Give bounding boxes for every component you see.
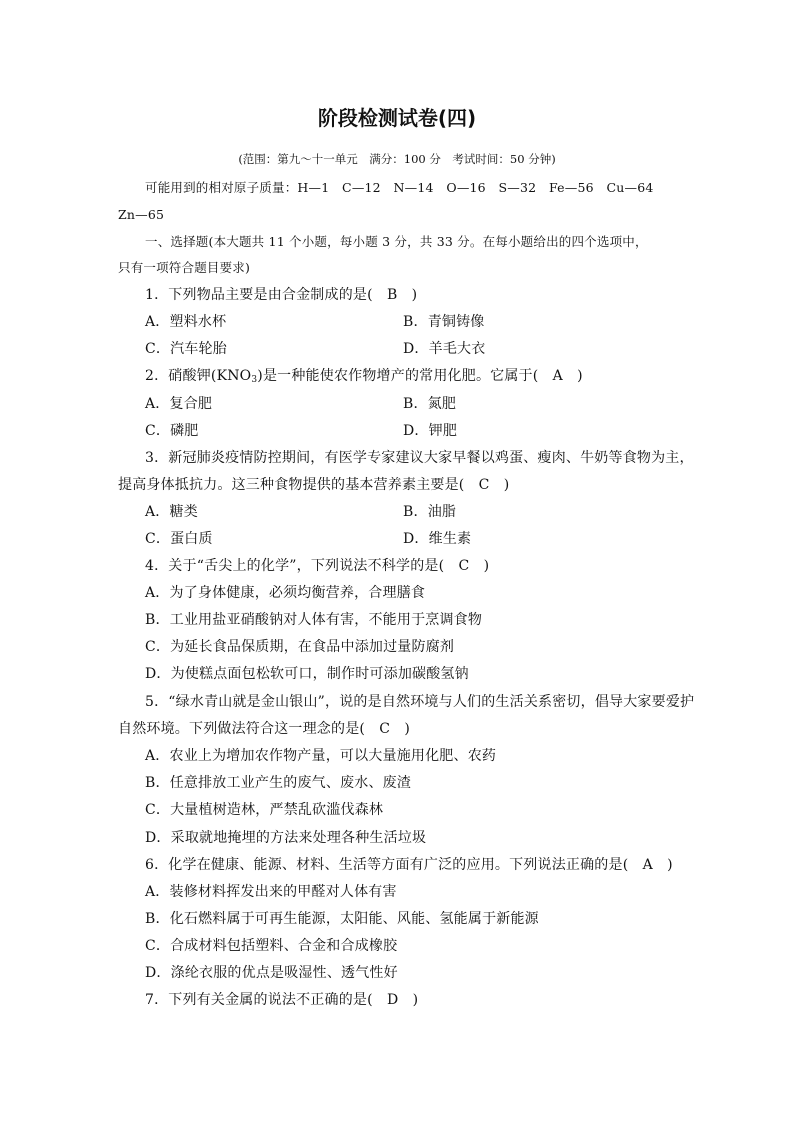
atomic-mass-line-cont: Zn—65 [118,207,165,222]
question-4-stem: 4．关于“舌尖上的化学”，下列说法不科学的是( C ) [145,558,490,574]
question-4-option-b: B．工业用盐亚硝酸钠对人体有害，不能用于烹调食物 [145,612,483,628]
question-6-stem: 6．化学在健康、能源、材料、生活等方面有广泛的应用。下列说法正确的是( A ) [145,857,673,873]
question-5-option-c: C．大量植树造林，严禁乱砍滥伐森林 [145,802,384,818]
question-4-option-d: D．为使糕点面包松软可口，制作时可添加碳酸氢钠 [145,666,469,682]
question-6-option-a: A．装修材料挥发出来的甲醛对人体有害 [145,884,397,900]
question-5-option-b: B．任意排放工业产生的废气、废水、废渣 [145,775,412,791]
question-5-stem-cont: 自然环境。下列做法符合这一理念的是( C ) [118,721,411,737]
question-3-stem: 3．新冠肺炎疫情防控期间，有医学专家建议大家早餐以鸡蛋、瘦肉、牛奶等食物为主， [145,450,694,466]
question-1-option-d: D．羊毛大衣 [403,341,486,357]
question-2-stem-subscript: 3 [251,375,258,385]
question-2-stem [145,366,583,390]
question-3-stem-cont: 提高身体抵抗力。这三种食物提供的基本营养素主要是( C ) [118,477,510,493]
question-5-option-d: D．采取就地掩埋的方法来处理各种生活垃圾 [145,830,427,846]
question-2-option-a: A．复合肥 [145,396,213,412]
question-3-option-a: A．糖类 [145,504,198,520]
question-1-option-a: A．塑料水杯 [145,314,227,330]
section-heading: 一、选择题(本大题共 11 个小题，每小题 3 分，共 33 分。在每小题给出的四个选项中， [145,234,648,249]
question-2-stem-post: )是一种能使农作物增产的常用化肥。它属于( A ) [257,368,583,384]
question-2-stem-pre: 2．硝酸钾(KNO [145,368,252,384]
question-2-option-d: D．钾肥 [403,423,458,439]
question-1-option-c: C．汽车轮胎 [145,341,227,357]
question-6-option-d: D．涤纶衣服的优点是吸湿性、透气性好 [145,965,398,981]
question-4-option-c: C．为延长食品保质期，在食品中添加过量防腐剂 [145,639,455,655]
question-5-stem: 5．“绿水青山就是金山银山”，说的是自然环境与人们的生活关系密切，倡导大家要爱护 [145,694,695,710]
question-5-option-a: A．农业上为增加农作物产量，可以大量施用化肥、农药 [145,748,497,764]
question-6-option-c: C．合成材料包括塑料、合金和合成橡胶 [145,938,398,954]
question-6-option-b: B．化石燃料属于可再生能源，太阳能、风能、氢能属于新能源 [145,911,539,927]
question-1-option-b: B．青铜铸像 [403,314,485,330]
atomic-mass-line: 可能用到的相对原子质量：H—1 C—12 N—14 O—16 S—32 Fe—56 Cu—64 [145,180,654,195]
question-4-option-a: A．为了身体健康，必须均衡营养，合理膳食 [145,585,426,601]
question-3-option-d: D．维生素 [403,531,472,547]
page-title: 阶段检测试卷(四) [317,106,477,130]
question-3-option-c: C．蛋白质 [145,531,213,547]
question-3-option-b: B．油脂 [403,504,457,520]
question-7-stem: 7．下列有关金属的说法不正确的是( D ) [145,992,419,1008]
exam-scope-subtitle: (范围：第九～十一单元 满分：100 分 考试时间：50 分钟) [238,152,556,166]
question-2-option-c: C．磷肥 [145,423,199,439]
question-1-stem: 1．下列物品主要是由合金制成的是( B ) [145,287,418,303]
question-2-option-b: B．氮肥 [403,396,457,412]
section-heading-cont: 只有一项符合题目要求) [118,260,251,275]
